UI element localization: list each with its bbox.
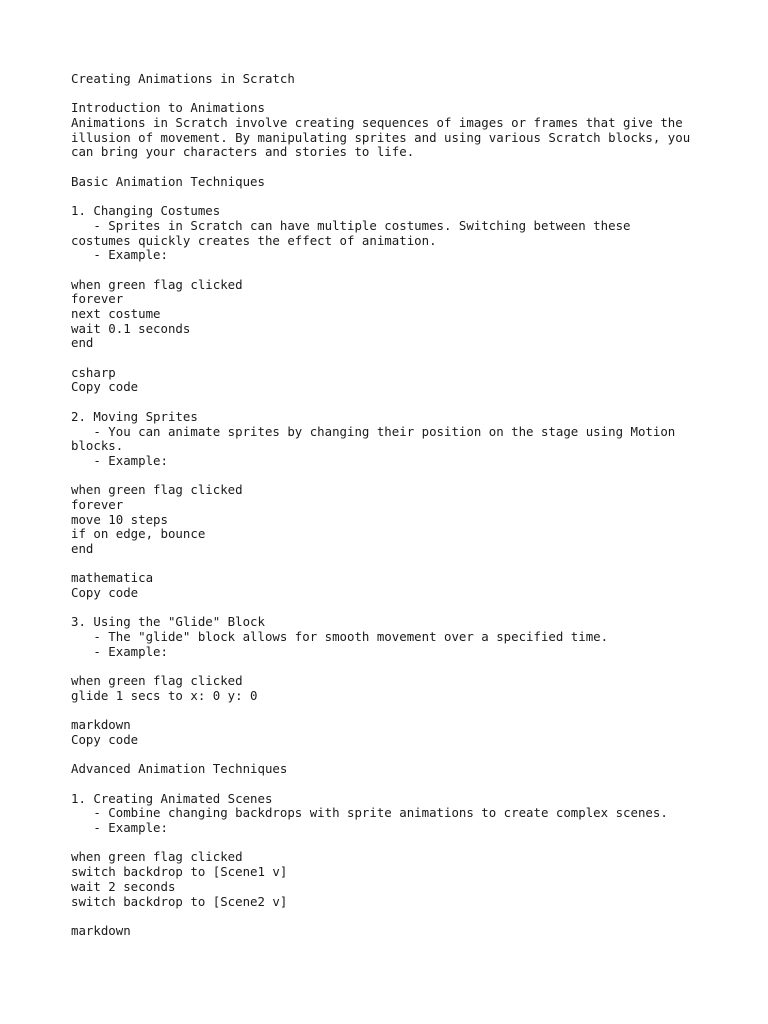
text-line: when green flag clicked	[71, 276, 243, 292]
text-line: can bring your characters and stories to life.	[71, 144, 415, 160]
document-body	[71, 72, 731, 939]
text-line: end	[71, 335, 94, 351]
blank-line	[71, 777, 731, 792]
numbered-heading: 1. Creating Animated Scenes	[71, 790, 273, 806]
numbered-heading: 2. Moving Sprites	[71, 408, 198, 424]
text-line: Animations in Scratch involve creating sequences of images or frames that give the	[71, 115, 683, 131]
bullet-line: - Sprites in Scratch can have multiple costumes. Switching between these	[71, 217, 631, 233]
text-line: glide 1 secs to x: 0 y: 0	[71, 687, 258, 703]
document-page	[71, 72, 731, 939]
blank-line	[71, 469, 731, 484]
blank-line	[71, 836, 731, 851]
numbered-heading: 3. Using the "Glide" Block	[71, 614, 265, 630]
bullet-line: - The "glide" block allows for smooth movement over a specified time.	[71, 629, 609, 645]
blank-line	[71, 909, 731, 924]
blank-line	[71, 395, 731, 410]
copy-code-label: Copy code	[71, 585, 139, 601]
blank-line	[71, 190, 731, 205]
bullet-line: - You can animate sprites by changing their position on the stage using Motion	[71, 423, 676, 439]
blank-line	[71, 601, 731, 616]
text-line: illusion of movement. By manipulating sprites and using various Scratch blocks, you	[71, 129, 691, 145]
text-line: end	[71, 541, 94, 556]
blank-line	[71, 557, 731, 572]
blank-line	[71, 704, 731, 719]
text-line: when green flag clicked	[71, 482, 243, 498]
copy-code-label: Copy code	[71, 731, 139, 747]
blank-line	[71, 160, 731, 175]
blank-line	[71, 263, 731, 278]
blank-line	[71, 87, 731, 102]
bullet-line: - Example:	[71, 820, 168, 836]
blank-line	[71, 351, 731, 366]
text-line: wait 0.1 seconds	[71, 320, 191, 336]
text-line: forever	[71, 496, 124, 512]
text-line: if on edge, bounce	[71, 526, 206, 542]
text-line: markdown	[71, 717, 131, 733]
text-line: blocks.	[71, 438, 124, 454]
text-line: markdown	[71, 922, 131, 938]
bullet-line: - Example:	[71, 452, 168, 468]
text-line: wait 2 seconds	[71, 878, 176, 894]
copy-code-label: Copy code	[71, 379, 139, 395]
text-line: csharp	[71, 364, 116, 380]
bullet-line: - Combine changing backdrops with sprite animations to create complex scenes.	[71, 805, 668, 821]
text-line: switch backdrop to [Scene1 v]	[71, 864, 288, 880]
section-heading: Basic Animation Techniques	[71, 173, 265, 189]
text-line: mathematica	[71, 570, 154, 586]
bullet-line: - Example:	[71, 247, 168, 263]
text-line: costumes quickly creates the effect of animation.	[71, 232, 437, 248]
text-line: move 10 steps	[71, 511, 168, 527]
document-title: Creating Animations in Scratch	[71, 71, 295, 86]
text-line: when green flag clicked	[71, 849, 243, 865]
blank-line	[71, 660, 731, 675]
section-heading: Advanced Animation Techniques	[71, 761, 288, 777]
numbered-heading: 1. Changing Costumes	[71, 203, 221, 219]
text-line: switch backdrop to [Scene2 v]	[71, 893, 288, 909]
bullet-line: - Example:	[71, 643, 168, 659]
blank-line	[71, 748, 731, 763]
section-heading: Introduction to Animations	[71, 100, 265, 116]
text-line: when green flag clicked	[71, 673, 243, 689]
text-line: forever	[71, 291, 124, 307]
text-line: next costume	[71, 306, 161, 321]
